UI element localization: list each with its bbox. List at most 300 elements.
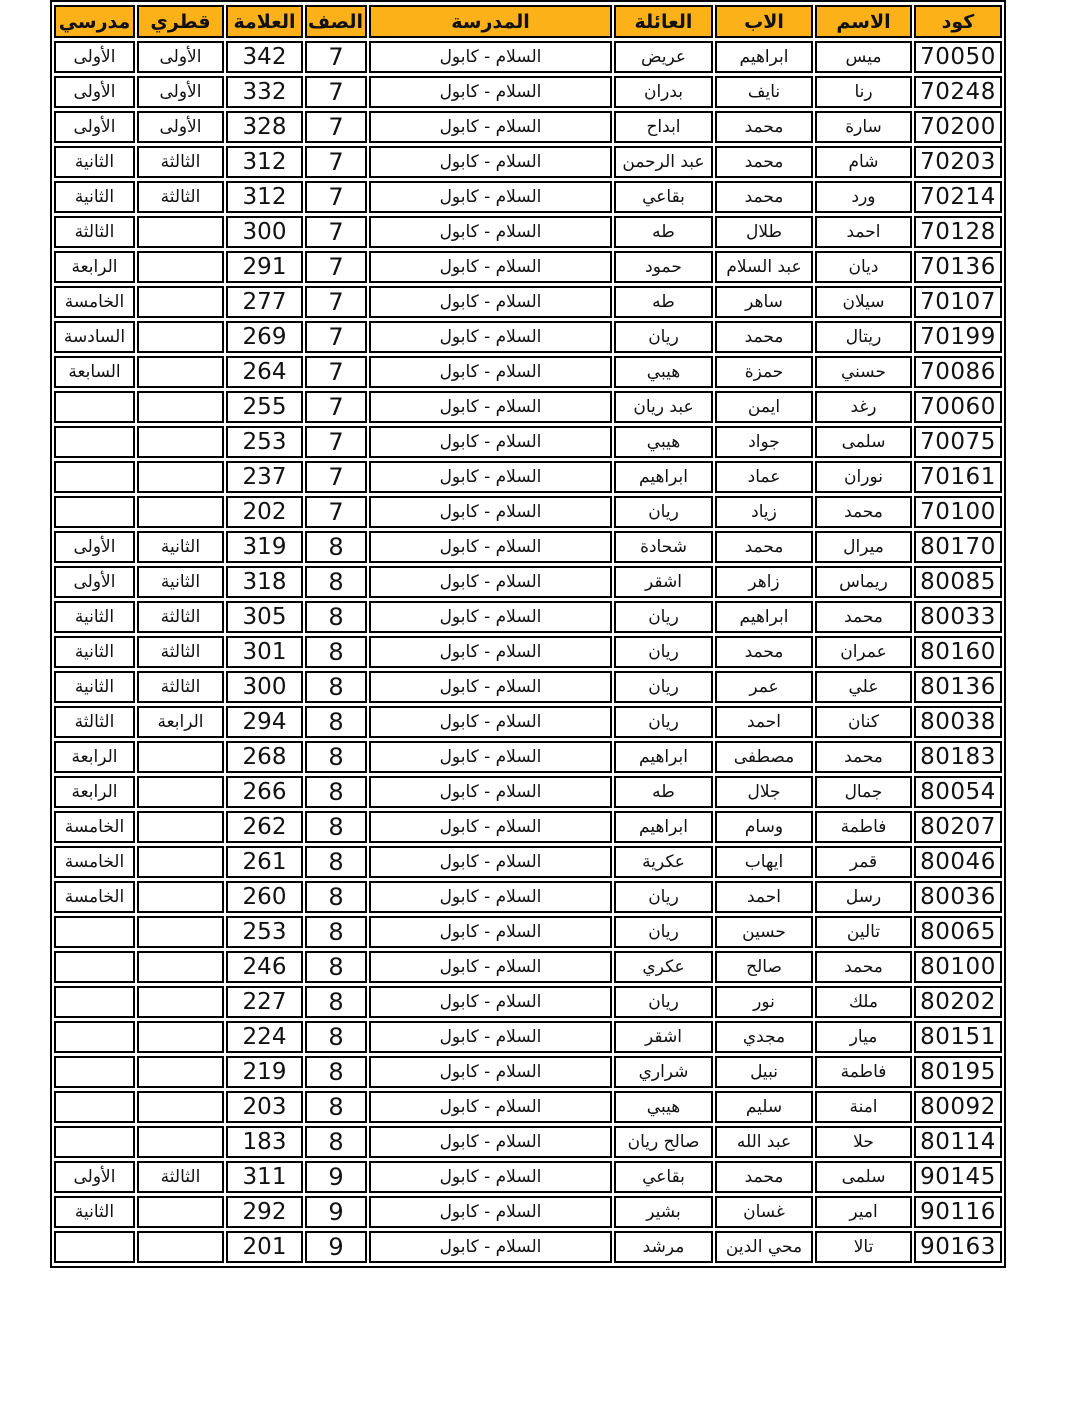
cell-name: ورد (815, 181, 912, 213)
table-row (54, 356, 1002, 388)
cell-qatari-rank: الثالثة (137, 146, 224, 178)
cell-mark: 312 (226, 181, 303, 213)
cell-name: علي (815, 671, 912, 703)
cell-qatari-rank (137, 391, 224, 423)
cell-name: شام (815, 146, 912, 178)
cell-name: سارة (815, 111, 912, 143)
cell-qatari-rank: الثالثة (137, 601, 224, 633)
cell-code: 80160 (914, 636, 1002, 668)
col-header-qatari-rank: قطري (137, 5, 224, 38)
cell-family: اشقر (614, 1021, 713, 1053)
table-row (54, 426, 1002, 458)
cell-code: 80065 (914, 916, 1002, 948)
cell-family: بقاعي (614, 1161, 713, 1193)
cell-code: 70214 (914, 181, 1002, 213)
cell-name: محمد (815, 951, 912, 983)
table-row (54, 846, 1002, 878)
cell-family: طه (614, 776, 713, 808)
col-header-name: الاسم (815, 5, 912, 38)
cell-grade: 8 (305, 601, 367, 633)
cell-qatari-rank: الثالثة (137, 181, 224, 213)
cell-grade: 8 (305, 741, 367, 773)
table-row (54, 1161, 1002, 1193)
cell-name: تالا (815, 1231, 912, 1263)
cell-father: نايف (715, 76, 813, 108)
cell-grade: 8 (305, 1126, 367, 1158)
cell-qatari-rank (137, 1056, 224, 1088)
cell-family: ريان (614, 916, 713, 948)
cell-qatari-rank: الرابعة (137, 706, 224, 738)
cell-name: فاطمة (815, 811, 912, 843)
cell-family: ريان (614, 601, 713, 633)
cell-name: تالين (815, 916, 912, 948)
col-header-family: العائلة (614, 5, 713, 38)
cell-father: ابراهيم (715, 601, 813, 633)
cell-mark: 300 (226, 216, 303, 248)
cell-school-rank: الثانية (54, 1196, 135, 1228)
cell-mark: 266 (226, 776, 303, 808)
cell-name: كنان (815, 706, 912, 738)
cell-father: محمد (715, 181, 813, 213)
cell-code: 70200 (914, 111, 1002, 143)
cell-code: 70086 (914, 356, 1002, 388)
cell-name: ريتال (815, 321, 912, 353)
cell-father: محمد (715, 636, 813, 668)
cell-father: صالح (715, 951, 813, 983)
cell-school-rank (54, 1231, 135, 1263)
cell-grade: 8 (305, 566, 367, 598)
cell-father: محي الدين (715, 1231, 813, 1263)
cell-grade: 8 (305, 531, 367, 563)
cell-school-rank (54, 1021, 135, 1053)
cell-father: محمد (715, 531, 813, 563)
cell-school-rank (54, 496, 135, 528)
cell-mark: 201 (226, 1231, 303, 1263)
cell-grade: 7 (305, 321, 367, 353)
table-row (54, 706, 1002, 738)
cell-name: ريماس (815, 566, 912, 598)
cell-school: السلام - كابول (369, 951, 612, 983)
cell-mark: 203 (226, 1091, 303, 1123)
cell-family: ابراهيم (614, 741, 713, 773)
cell-father: محمد (715, 111, 813, 143)
cell-school: السلام - كابول (369, 1126, 612, 1158)
cell-school: السلام - كابول (369, 496, 612, 528)
table-row (54, 881, 1002, 913)
cell-mark: 246 (226, 951, 303, 983)
table-row (54, 951, 1002, 983)
table-row (54, 671, 1002, 703)
cell-code: 80100 (914, 951, 1002, 983)
cell-school: السلام - كابول (369, 181, 612, 213)
cell-name: امير (815, 1196, 912, 1228)
cell-grade: 8 (305, 776, 367, 808)
cell-qatari-rank (137, 951, 224, 983)
cell-grade: 8 (305, 881, 367, 913)
cell-school-rank: الخامسة (54, 286, 135, 318)
cell-mark: 319 (226, 531, 303, 563)
cell-name: ديان (815, 251, 912, 283)
cell-grade: 7 (305, 216, 367, 248)
cell-father: محمد (715, 146, 813, 178)
cell-school-rank: السادسة (54, 321, 135, 353)
cell-school: السلام - كابول (369, 916, 612, 948)
cell-code: 70199 (914, 321, 1002, 353)
cell-family: شراري (614, 1056, 713, 1088)
cell-code: 80036 (914, 881, 1002, 913)
cell-mark: 277 (226, 286, 303, 318)
table-row (54, 1196, 1002, 1228)
cell-family: طه (614, 286, 713, 318)
cell-family: بشير (614, 1196, 713, 1228)
cell-name: عمران (815, 636, 912, 668)
col-header-father: الاب (715, 5, 813, 38)
cell-qatari-rank (137, 1091, 224, 1123)
cell-school-rank (54, 1091, 135, 1123)
cell-school-rank: الثانية (54, 181, 135, 213)
cell-code: 80114 (914, 1126, 1002, 1158)
cell-school: السلام - كابول (369, 1196, 612, 1228)
cell-school: السلام - كابول (369, 671, 612, 703)
cell-name: محمد (815, 601, 912, 633)
cell-qatari-rank (137, 286, 224, 318)
cell-code: 80183 (914, 741, 1002, 773)
table-row (54, 531, 1002, 563)
cell-name: قمر (815, 846, 912, 878)
table-row (54, 601, 1002, 633)
cell-father: مجدي (715, 1021, 813, 1053)
cell-qatari-rank (137, 356, 224, 388)
cell-school-rank: السابعة (54, 356, 135, 388)
cell-mark: 312 (226, 146, 303, 178)
col-header-code: كود (914, 5, 1002, 38)
cell-school-rank (54, 986, 135, 1018)
table-row (54, 181, 1002, 213)
cell-qatari-rank: الثانية (137, 566, 224, 598)
cell-father: عبد السلام (715, 251, 813, 283)
cell-mark: 342 (226, 41, 303, 73)
cell-mark: 332 (226, 76, 303, 108)
table-row (54, 741, 1002, 773)
cell-code: 80195 (914, 1056, 1002, 1088)
table-row (54, 1091, 1002, 1123)
cell-family: حمود (614, 251, 713, 283)
cell-father: ساهر (715, 286, 813, 318)
cell-family: ابداح (614, 111, 713, 143)
cell-name: ميرال (815, 531, 912, 563)
cell-qatari-rank (137, 461, 224, 493)
cell-qatari-rank: الثانية (137, 531, 224, 563)
cell-father: وسام (715, 811, 813, 843)
table-row (54, 216, 1002, 248)
cell-mark: 255 (226, 391, 303, 423)
cell-name: نوران (815, 461, 912, 493)
cell-mark: 291 (226, 251, 303, 283)
table-row (54, 566, 1002, 598)
cell-mark: 328 (226, 111, 303, 143)
cell-code: 90163 (914, 1231, 1002, 1263)
cell-school-rank: الرابعة (54, 251, 135, 283)
cell-family: بقاعي (614, 181, 713, 213)
cell-school-rank (54, 916, 135, 948)
cell-father: غسان (715, 1196, 813, 1228)
cell-school-rank (54, 426, 135, 458)
cell-school: السلام - كابول (369, 356, 612, 388)
cell-family: ريان (614, 671, 713, 703)
cell-grade: 7 (305, 426, 367, 458)
cell-name: رسل (815, 881, 912, 913)
table-row (54, 76, 1002, 108)
cell-code: 70161 (914, 461, 1002, 493)
table-row (54, 776, 1002, 808)
table-row (54, 391, 1002, 423)
cell-mark: 227 (226, 986, 303, 1018)
table-row (54, 916, 1002, 948)
cell-code: 70060 (914, 391, 1002, 423)
col-header-school-rank: مدرسي (54, 5, 135, 38)
cell-code: 80033 (914, 601, 1002, 633)
cell-grade: 8 (305, 1056, 367, 1088)
cell-father: ايمن (715, 391, 813, 423)
cell-qatari-rank: الثالثة (137, 671, 224, 703)
cell-code: 70075 (914, 426, 1002, 458)
cell-code: 70128 (914, 216, 1002, 248)
cell-grade: 8 (305, 951, 367, 983)
cell-school-rank: الثالثة (54, 216, 135, 248)
cell-qatari-rank: الثالثة (137, 636, 224, 668)
table-row (54, 41, 1002, 73)
cell-mark: 261 (226, 846, 303, 878)
table-row (54, 461, 1002, 493)
table-header (54, 5, 1002, 38)
cell-family: عكري (614, 951, 713, 983)
cell-code: 70203 (914, 146, 1002, 178)
cell-name: فاطمة (815, 1056, 912, 1088)
col-header-school: المدرسة (369, 5, 612, 38)
cell-school-rank: الثالثة (54, 706, 135, 738)
cell-father: ايهاب (715, 846, 813, 878)
cell-grade: 7 (305, 146, 367, 178)
cell-school-rank: الأولى (54, 76, 135, 108)
cell-school-rank: الرابعة (54, 741, 135, 773)
cell-father: احمد (715, 706, 813, 738)
cell-qatari-rank (137, 1196, 224, 1228)
cell-school: السلام - كابول (369, 1056, 612, 1088)
cell-school: السلام - كابول (369, 531, 612, 563)
cell-school: السلام - كابول (369, 986, 612, 1018)
cell-code: 80038 (914, 706, 1002, 738)
cell-school-rank (54, 951, 135, 983)
cell-family: شحادة (614, 531, 713, 563)
cell-grade: 7 (305, 391, 367, 423)
cell-mark: 305 (226, 601, 303, 633)
cell-school: السلام - كابول (369, 846, 612, 878)
cell-grade: 8 (305, 986, 367, 1018)
cell-code: 70100 (914, 496, 1002, 528)
cell-qatari-rank (137, 496, 224, 528)
cell-qatari-rank (137, 1126, 224, 1158)
table-row (54, 1056, 1002, 1088)
table-row (54, 1126, 1002, 1158)
cell-code: 80207 (914, 811, 1002, 843)
cell-code: 80151 (914, 1021, 1002, 1053)
cell-father: ابراهيم (715, 41, 813, 73)
cell-code: 90145 (914, 1161, 1002, 1193)
cell-father: مصطفى (715, 741, 813, 773)
cell-school: السلام - كابول (369, 741, 612, 773)
cell-father: محمد (715, 1161, 813, 1193)
cell-mark: 253 (226, 426, 303, 458)
table-row (54, 321, 1002, 353)
cell-qatari-rank: الثالثة (137, 1161, 224, 1193)
cell-qatari-rank (137, 881, 224, 913)
cell-name: ميار (815, 1021, 912, 1053)
col-header-mark: العلامة (226, 5, 303, 38)
cell-code: 80136 (914, 671, 1002, 703)
cell-family: بدران (614, 76, 713, 108)
cell-school-rank: الأولى (54, 1161, 135, 1193)
cell-family: اشقر (614, 566, 713, 598)
cell-family: هيبي (614, 356, 713, 388)
cell-qatari-rank (137, 1021, 224, 1053)
cell-code: 70248 (914, 76, 1002, 108)
cell-grade: 7 (305, 111, 367, 143)
cell-school: السلام - كابول (369, 286, 612, 318)
cell-school: السلام - كابول (369, 1231, 612, 1263)
cell-qatari-rank (137, 426, 224, 458)
cell-code: 70136 (914, 251, 1002, 283)
cell-grade: 7 (305, 41, 367, 73)
cell-grade: 8 (305, 671, 367, 703)
table-row (54, 986, 1002, 1018)
cell-qatari-rank (137, 811, 224, 843)
cell-family: عبد الرحمن (614, 146, 713, 178)
cell-school: السلام - كابول (369, 776, 612, 808)
cell-name: محمد (815, 741, 912, 773)
cell-qatari-rank (137, 1231, 224, 1263)
cell-family: عكرية (614, 846, 713, 878)
cell-family: مرشد (614, 1231, 713, 1263)
cell-grade: 7 (305, 496, 367, 528)
cell-grade: 7 (305, 461, 367, 493)
cell-name: امنة (815, 1091, 912, 1123)
cell-grade: 8 (305, 636, 367, 668)
cell-school-rank: الأولى (54, 531, 135, 563)
col-header-grade: الصف (305, 5, 367, 38)
cell-school: السلام - كابول (369, 636, 612, 668)
table-row (54, 1231, 1002, 1263)
cell-school-rank: الثانية (54, 601, 135, 633)
cell-school: السلام - كابول (369, 251, 612, 283)
cell-mark: 269 (226, 321, 303, 353)
cell-code: 80085 (914, 566, 1002, 598)
cell-father: نبيل (715, 1056, 813, 1088)
cell-family: هيبي (614, 1091, 713, 1123)
cell-name: سلمى (815, 1161, 912, 1193)
cell-school-rank: الأولى (54, 41, 135, 73)
cell-mark: 311 (226, 1161, 303, 1193)
cell-qatari-rank (137, 846, 224, 878)
cell-mark: 301 (226, 636, 303, 668)
cell-school: السلام - كابول (369, 41, 612, 73)
cell-school-rank (54, 391, 135, 423)
cell-name: حلا (815, 1126, 912, 1158)
cell-grade: 9 (305, 1196, 367, 1228)
cell-school: السلام - كابول (369, 146, 612, 178)
cell-name: حسني (815, 356, 912, 388)
cell-qatari-rank (137, 916, 224, 948)
cell-mark: 268 (226, 741, 303, 773)
cell-school: السلام - كابول (369, 811, 612, 843)
cell-father: نور (715, 986, 813, 1018)
cell-mark: 300 (226, 671, 303, 703)
cell-mark: 318 (226, 566, 303, 598)
table-body (54, 41, 1002, 1263)
cell-mark: 262 (226, 811, 303, 843)
cell-mark: 294 (226, 706, 303, 738)
cell-family: عبد ريان (614, 391, 713, 423)
cell-school-rank: الخامسة (54, 881, 135, 913)
cell-mark: 183 (226, 1126, 303, 1158)
table-row (54, 251, 1002, 283)
cell-code: 80170 (914, 531, 1002, 563)
cell-grade: 7 (305, 251, 367, 283)
cell-school: السلام - كابول (369, 321, 612, 353)
cell-father: حسين (715, 916, 813, 948)
cell-school: السلام - كابول (369, 76, 612, 108)
header-row (54, 5, 1002, 38)
cell-code: 90116 (914, 1196, 1002, 1228)
cell-qatari-rank (137, 741, 224, 773)
cell-school: السلام - كابول (369, 881, 612, 913)
cell-code: 80202 (914, 986, 1002, 1018)
cell-father: عبد الله (715, 1126, 813, 1158)
cell-code: 70107 (914, 286, 1002, 318)
cell-school-rank (54, 461, 135, 493)
cell-school: السلام - كابول (369, 391, 612, 423)
cell-family: ريان (614, 496, 713, 528)
cell-school-rank: الرابعة (54, 776, 135, 808)
cell-grade: 8 (305, 706, 367, 738)
cell-grade: 7 (305, 181, 367, 213)
cell-mark: 224 (226, 1021, 303, 1053)
cell-mark: 202 (226, 496, 303, 528)
cell-school-rank: الثانية (54, 671, 135, 703)
cell-code: 80092 (914, 1091, 1002, 1123)
cell-father: عمر (715, 671, 813, 703)
cell-qatari-rank (137, 251, 224, 283)
cell-qatari-rank (137, 776, 224, 808)
cell-school: السلام - كابول (369, 461, 612, 493)
cell-school: السلام - كابول (369, 1021, 612, 1053)
cell-grade: 8 (305, 846, 367, 878)
cell-family: ريان (614, 706, 713, 738)
cell-family: ريان (614, 321, 713, 353)
cell-mark: 292 (226, 1196, 303, 1228)
cell-name: سلمى (815, 426, 912, 458)
table-row (54, 286, 1002, 318)
cell-school: السلام - كابول (369, 111, 612, 143)
cell-school: السلام - كابول (369, 216, 612, 248)
table-row (54, 146, 1002, 178)
cell-qatari-rank: الأولى (137, 111, 224, 143)
cell-father: سليم (715, 1091, 813, 1123)
cell-father: حمزة (715, 356, 813, 388)
cell-father: عماد (715, 461, 813, 493)
cell-school-rank: الخامسة (54, 811, 135, 843)
cell-school: السلام - كابول (369, 426, 612, 458)
table-row (54, 111, 1002, 143)
